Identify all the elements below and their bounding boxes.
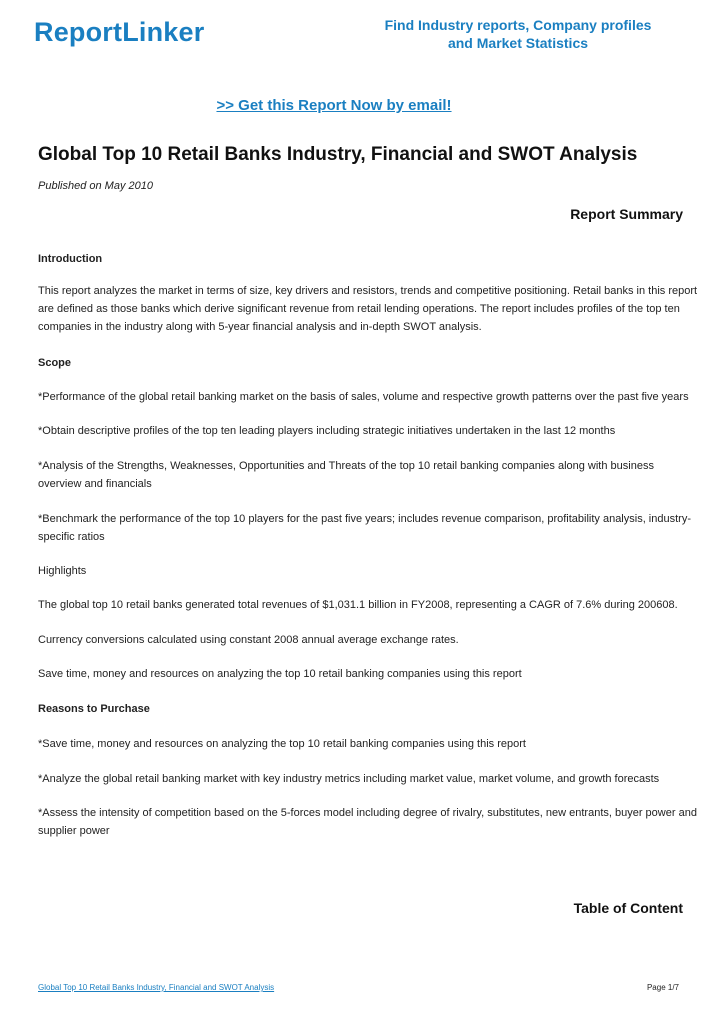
reasons-heading: Reasons to Purchase (38, 703, 150, 715)
page-number: Page 1/7 (646, 983, 679, 992)
highlight-item-1: The global top 10 retail banks generated total revenues of $1,031.1 billion in FY2008, representing a CAGR of 7.6% during 200608. (38, 599, 678, 611)
reason-item-2: *Analyze the global retail banking market with key industry metrics including market value, market volume, and growth forecasts (38, 773, 660, 785)
tagline-line-1: Find Industry reports, Company profiles (384, 17, 652, 33)
introduction-heading: Introduction (38, 253, 103, 265)
highlights-heading: Highlights (38, 565, 87, 577)
get-report-link-text[interactable]: >> Get this Report Now by email! (216, 97, 452, 114)
scope-item-4: *Benchmark the performance of the top 10 players for the past five years; includes revenue comparison, profitability analysis, industry-specific ratios (38, 513, 691, 543)
footer-report-link[interactable]: Global Top 10 Retail Banks Industry, Financial and SWOT Analysis (38, 983, 275, 992)
scope-item-3: *Analysis of the Strengths, Weaknesses, Opportunities and Threats of the top 10 retail banking companies along with business overview and financials (38, 460, 654, 490)
introduction-text: This report analyzes the market in terms of size, key drivers and resistors, trends and competitive positioning. Retail banks in this report are defined as those banks which derive significant revenue from retail lending operations. The report includes profiles of the top ten companies in the industry along with 5-year financial analysis and in-depth SWOT analysis. (38, 285, 698, 333)
tagline-line-2: and Market Statistics (447, 35, 589, 51)
published-date: Published on May 2010 (38, 180, 153, 192)
scope-item-1: *Performance of the global retail banking market on the basis of sales, volume and respective growth patterns over the past five years (38, 391, 689, 403)
report-summary-heading: Report Summary (570, 206, 683, 222)
scope-heading: Scope (38, 357, 72, 369)
table-of-content-heading: Table of Content (573, 900, 683, 916)
get-report-link[interactable] (0, 97, 728, 114)
highlight-item-2: Currency conversions calculated using constant 2008 annual average exchange rates. (38, 634, 459, 646)
report-title: Global Top 10 Retail Banks Industry, Financial and SWOT Analysis (38, 144, 638, 165)
reason-item-1: *Save time, money and resources on analyzing the top 10 retail banking companies using this report (38, 738, 526, 750)
scope-item-2: *Obtain descriptive profiles of the top ten leading players including strategic initiatives undertaken in the last 12 months (38, 425, 616, 437)
reportlinker-logo[interactable]: ReportLinker (34, 17, 205, 47)
header-tagline (372, 16, 664, 52)
highlight-item-3: Save time, money and resources on analyzing the top 10 retail banking companies using this report (38, 668, 522, 680)
reason-item-3: *Assess the intensity of competition based on the 5-forces model including degree of rivalry, substitutes, new entrants, buyer power and supplier power (38, 807, 697, 837)
